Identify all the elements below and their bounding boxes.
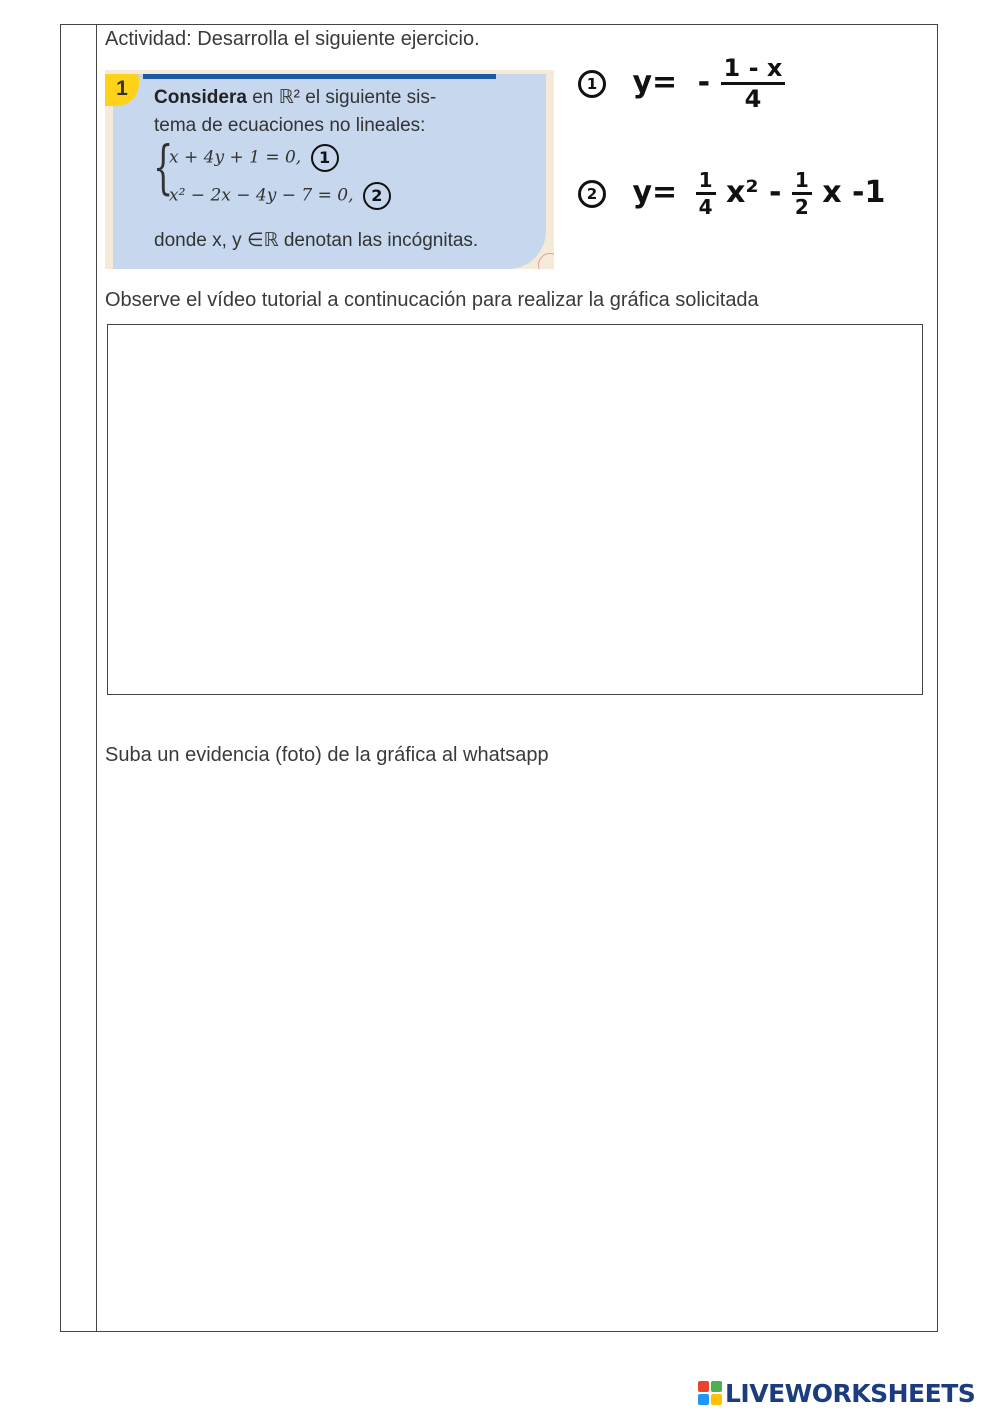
hw-eq1-sign: - xyxy=(697,65,711,100)
handwritten-equation-2 xyxy=(578,170,885,217)
hw-eq2-frac1-num: 1 xyxy=(696,170,716,195)
activity-instruction: Actividad: Desarrolla el siguiente ejercicio. xyxy=(105,28,480,50)
card-corner-arc xyxy=(538,253,554,269)
hw-eq1-mark: 1 xyxy=(578,70,606,98)
equation-2-mark: 2 xyxy=(363,182,391,210)
hw-eq2-term1: x² xyxy=(725,175,759,210)
graph-answer-box[interactable] xyxy=(107,324,923,695)
hw-eq2-frac2-num: 1 xyxy=(792,170,812,195)
exercise-footer: donde x, y ∈ℝ denotan las incógnitas. xyxy=(154,230,479,251)
hw-eq2-term2: x -1 xyxy=(822,175,886,210)
exercise-intro-bold: Considera xyxy=(154,87,247,108)
hw-eq1-denominator: 4 xyxy=(744,85,762,113)
card-top-bar xyxy=(143,74,496,79)
exercise-intro-rest: en ℝ² el siguiente sis- xyxy=(246,87,437,108)
hw-eq1-numerator: 1 - x xyxy=(721,56,786,85)
exercise-intro xyxy=(154,86,436,109)
logo-icon xyxy=(698,1381,722,1405)
system-brace: { xyxy=(153,133,174,201)
logo-text: LIVEWORKSHEETS xyxy=(725,1378,976,1408)
exercise-number-badge: 1 xyxy=(105,74,139,106)
hw-eq1-fraction xyxy=(721,56,786,111)
liveworksheets-logo xyxy=(698,1377,975,1409)
exercise-intro-line2: tema de ecuaciones no lineales: xyxy=(154,115,426,136)
hw-eq2-lhs: y= xyxy=(632,175,678,210)
hw-eq2-frac2-den: 2 xyxy=(794,195,809,219)
handwritten-equation-1 xyxy=(578,56,785,111)
video-instruction: Observe el vídeo tutorial a continucación para realizar la gráfica solicitada xyxy=(105,289,759,311)
hw-eq2-fraction-2 xyxy=(792,170,812,217)
hw-eq2-minus: - xyxy=(768,175,782,210)
hw-eq2-mark: 2 xyxy=(578,180,606,208)
hw-eq2-frac1-den: 4 xyxy=(698,195,713,219)
equation-1-mark: 1 xyxy=(311,144,339,172)
equation-1 xyxy=(169,144,339,172)
hw-eq2-fraction-1 xyxy=(696,170,716,217)
equation-1-text: x + 4y + 1 = 0, xyxy=(169,147,302,168)
hw-eq1-lhs: y= xyxy=(632,65,678,100)
margin-rule xyxy=(96,24,97,1332)
exercise-card xyxy=(105,70,554,269)
upload-instruction: Suba un evidencia (foto) de la gráfica al whatsapp xyxy=(105,744,549,766)
equation-2 xyxy=(169,182,391,210)
equation-2-text: x² − 2x − 4y − 7 = 0, xyxy=(169,185,354,206)
